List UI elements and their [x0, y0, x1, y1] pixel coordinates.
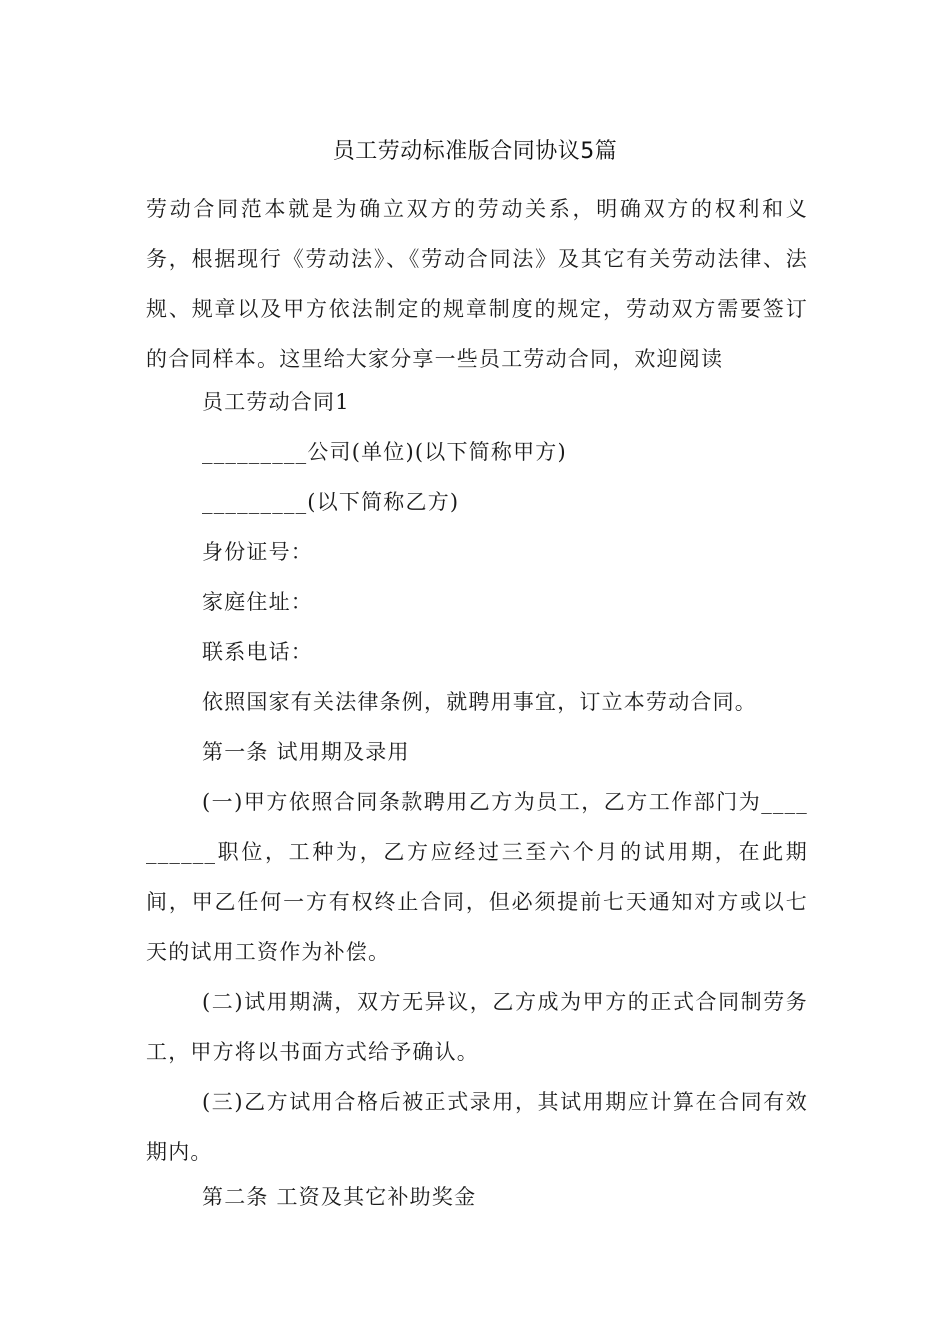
contract-heading: 员工劳动合同1 [202, 390, 350, 414]
clause-1-3: (三)乙方试用合格后被正式录用，其试用期应计算在合同有效期内。 [146, 1090, 808, 1164]
phone-line: 联系电话： [202, 640, 313, 664]
article-2-heading: 第二条 工资及其它补助奖金 [202, 1185, 477, 1209]
intro-paragraph: 劳动合同范本就是为确立双方的劳动关系，明确双方的权利和义务，根据现行《劳动法》、《劳动合同法》及其它有关劳动法律、法规、规章以及甲方依法制定的规章制度的规定，劳动双方需要签订的合同样本。这里给大家分享一些员工劳动合同，欢迎阅读 [146, 197, 808, 371]
party-a-line: _________公司(单位)(以下简称甲方) [202, 440, 567, 464]
article-1-heading: 第一条 试用期及录用 [202, 740, 410, 764]
clause-1-1: (一)甲方依照合同条款聘用乙方为员工，乙方工作部门为__________职位，工种为，乙方应经过三至六个月的试用期，在此期间，甲乙任何一方有权终止合同，但必须提前七天通知对方或以七天的试用工资作为补偿。 [146, 790, 808, 964]
id-number-line: 身份证号： [202, 540, 313, 564]
home-address-line: 家庭住址： [202, 590, 313, 614]
clause-1-2: (二)试用期满，双方无异议，乙方成为甲方的正式合同制劳务工，甲方将以书面方式给予确认。 [146, 990, 808, 1064]
document-title: 员工劳动标准版合同协议5篇 [332, 139, 618, 164]
party-b-line: _________(以下简称乙方) [202, 490, 460, 514]
preamble-paragraph: 依照国家有关法律条例，就聘用事宜，订立本劳动合同。 [202, 690, 757, 714]
